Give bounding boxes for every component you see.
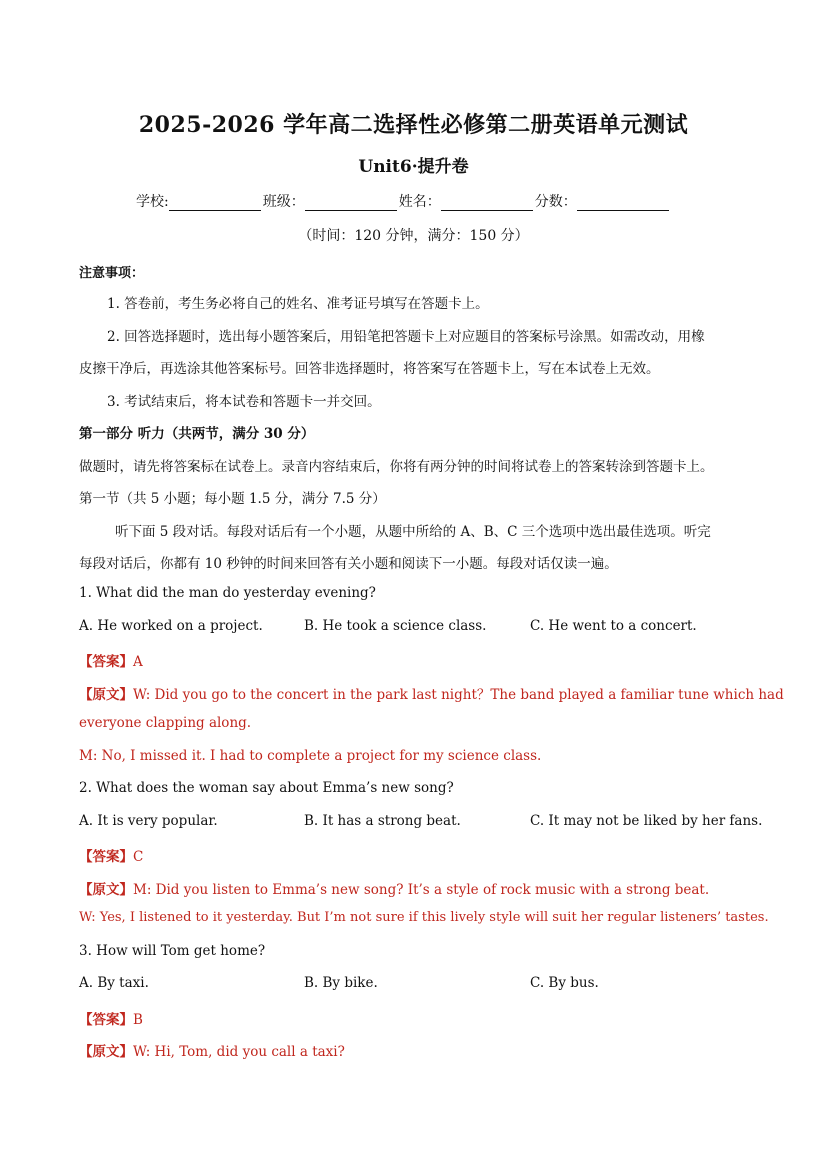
- time-note: （时间：120 分钟，满分：150 分）: [298, 228, 529, 244]
- question-3-option-b[interactable]: B. By bike.: [304, 975, 378, 991]
- script-tag: 【原文】: [79, 687, 133, 703]
- script-tag: 【原文】: [79, 882, 133, 898]
- note-item-2: 2. 回答选择题时，选出每小题答案后，用铅笔把答题卡上对应题目的答案标号涂黑。如需改动，用橡: [107, 329, 705, 345]
- class-blank[interactable]: [305, 196, 397, 211]
- script-line: M: Did you listen to Emma’s new song? It’s a style of rock music with a strong beat.: [133, 882, 710, 898]
- directions-line2: 每段对话后，你都有 10 秒钟的时间来回答有关小题和阅读下一小题。每段对话仅读一遍。: [79, 556, 618, 572]
- notes-heading: 注意事项：: [79, 266, 145, 281]
- script-tag: 【原文】: [79, 1044, 133, 1060]
- question-1-script-3: M: No, I missed it. I had to complete a project for my science class.: [79, 748, 542, 764]
- question-3-option-c[interactable]: C. By bus.: [530, 975, 599, 991]
- answer-tag: 【答案】: [79, 654, 133, 670]
- question-2-option-c[interactable]: C. It may not be liked by her fans.: [530, 813, 763, 829]
- answer-value: C: [133, 849, 144, 865]
- question-1-option-a[interactable]: A. He worked on a project.: [79, 618, 263, 634]
- question-3-script-1: [79, 1040, 345, 1060]
- score-blank[interactable]: [577, 196, 669, 211]
- question-3-answer: [79, 1008, 143, 1028]
- part1-instruction: 做题时，请先将答案标在试卷上。录音内容结束后，你将有两分钟的时间将试卷上的答案转涂到答题卡上。: [79, 459, 714, 475]
- question-3-stem: 3. How will Tom get home?: [79, 943, 266, 959]
- question-2-option-a[interactable]: A. It is very popular.: [79, 813, 218, 829]
- question-1-option-b[interactable]: B. He took a science class.: [304, 618, 487, 634]
- class-label: 班级：: [262, 194, 305, 210]
- section1-heading: 第一节（共 5 小题；每小题 1.5 分，满分 7.5 分）: [79, 491, 386, 507]
- answer-tag: 【答案】: [79, 849, 133, 865]
- page-title: 2025-2026 学年高二选择性必修第二册英语单元测试: [138, 112, 689, 138]
- question-2-script-2: W: Yes, I listened to it yesterday. But I’m not sure if this lively style will suit her regular listeners’ tastes.: [79, 910, 769, 925]
- script-line: W: Did you go to the concert in the park last night？The band played a familiar tune which had: [133, 687, 784, 703]
- answer-tag: 【答案】: [79, 1012, 133, 1028]
- score-label: 分数：: [534, 194, 577, 210]
- question-2-answer: [79, 845, 143, 865]
- school-label: 学校:: [136, 194, 169, 210]
- script-line: W: Hi, Tom, did you call a taxi?: [133, 1044, 345, 1060]
- question-1-script-1: [79, 683, 784, 703]
- question-1-script-2: everyone clapping along.: [79, 715, 252, 731]
- school-blank[interactable]: [169, 196, 261, 211]
- directions-line1: 听下面 5 段对话。每段对话后有一个小题，从题中所给的 A、B、C 三个选项中选出最佳选项。听完: [115, 524, 711, 540]
- question-1-answer: [79, 650, 143, 670]
- question-1-stem: 1. What did the man do yesterday evening?: [79, 585, 376, 601]
- part1-heading: 第一部分 听力（共两节，满分 30 分）: [79, 426, 315, 442]
- name-blank[interactable]: [441, 196, 533, 211]
- note-item-2-cont: 皮擦干净后，再选涂其他答案标号。回答非选择题时，将答案写在答题卡上，写在本试卷上无效。: [79, 361, 660, 377]
- question-2-stem: 2. What does the woman say about Emma’s new song?: [79, 780, 454, 796]
- note-item-3: 3. 考试结束后，将本试卷和答题卡一并交回。: [107, 394, 381, 410]
- question-3-option-a[interactable]: A. By taxi.: [79, 975, 149, 991]
- answer-value: A: [133, 654, 143, 670]
- answer-value: B: [133, 1012, 143, 1028]
- note-item-1: 1. 答卷前，考生务必将自己的姓名、准考证号填写在答题卡上。: [107, 296, 489, 312]
- question-2-script-1: [79, 878, 709, 898]
- question-2-option-b[interactable]: B. It has a strong beat.: [304, 813, 461, 829]
- page-subtitle: Unit6·提升卷: [358, 157, 469, 177]
- question-1-option-c[interactable]: C. He went to a concert.: [530, 618, 697, 634]
- student-info-row: [136, 191, 671, 211]
- name-label: 姓名：: [398, 194, 441, 210]
